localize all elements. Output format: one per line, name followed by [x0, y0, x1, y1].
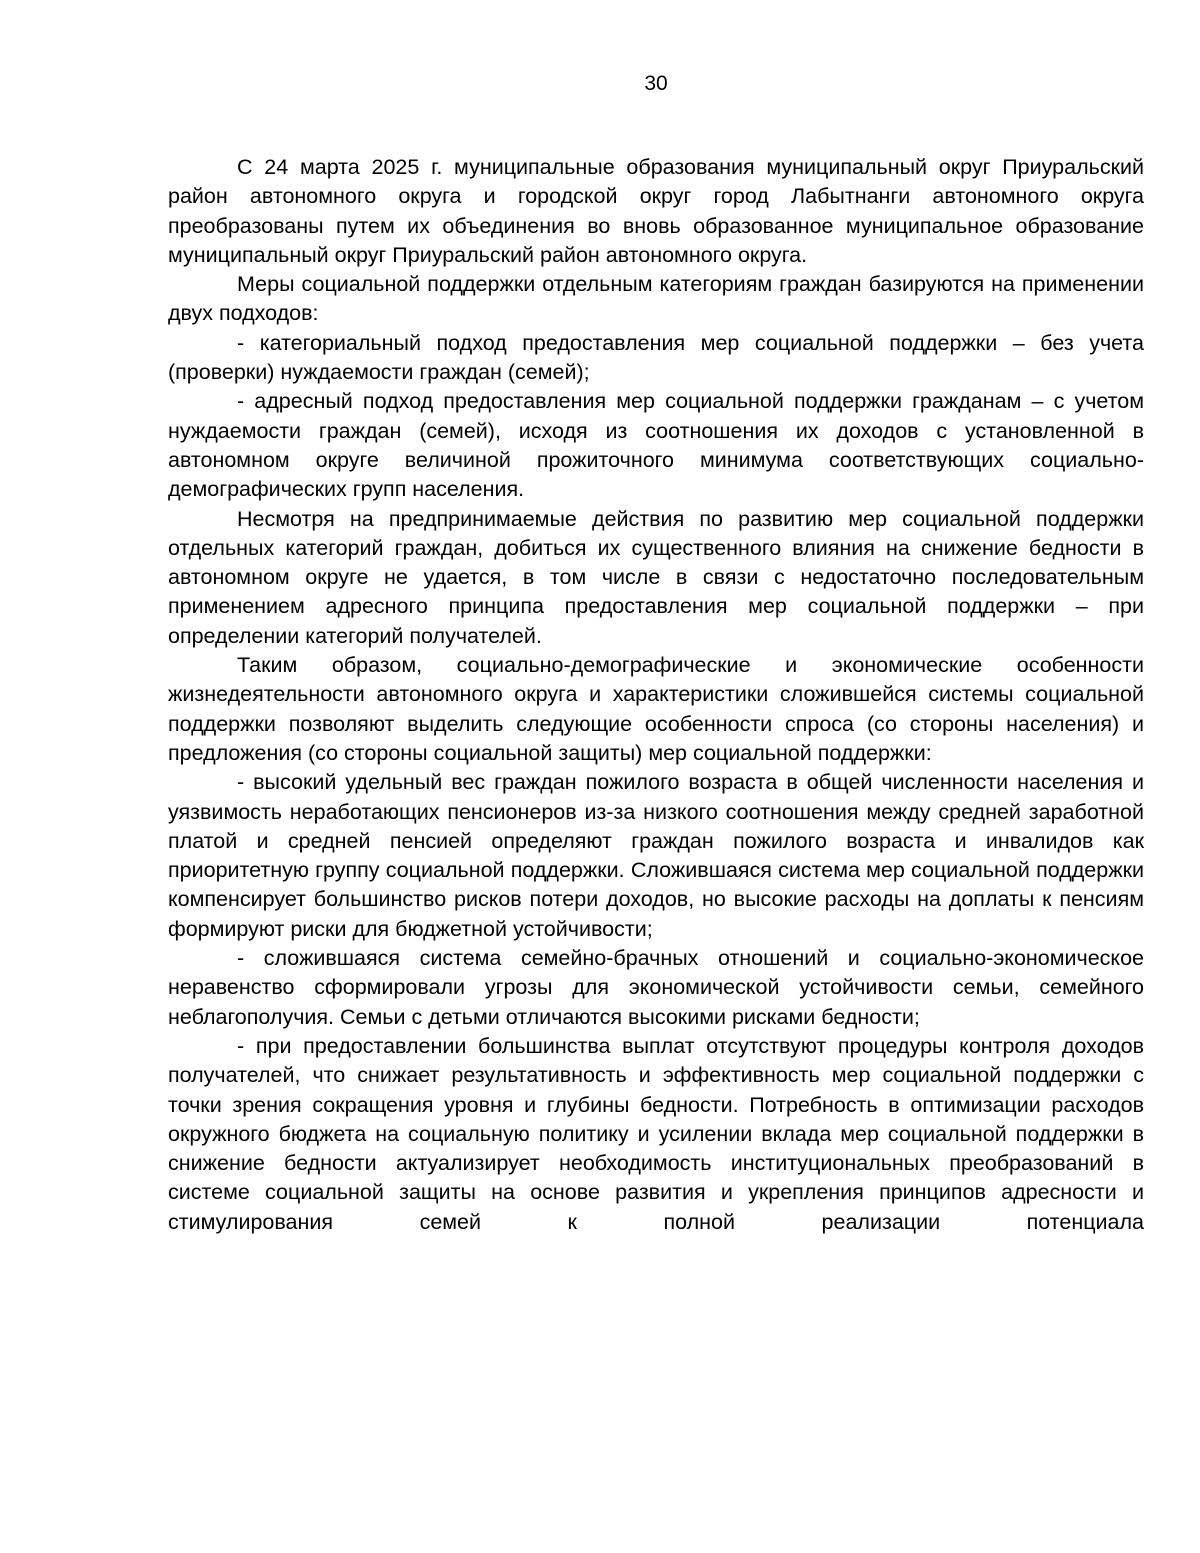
list-item-targeted-approach: - адресный подход предоставления мер социальной поддержки гражданам – с учетом нуждаемости граждан (семей), исходя из соотношения их доходов с установленной в автономном округе величиной прожиточного минимума соответствующих социально-демографических групп населения. — [168, 389, 1144, 502]
list-item-categorial-approach: - категориальный подход предоставления мер социальной поддержки – без учета (проверки) нуждаемости граждан (семей); — [168, 330, 1144, 385]
list-item-income-control: - при предоставлении большинства выплат отсутствуют процедуры контроля доходов получателей, что снижает результативность и эффективность мер социальной поддержки с точки зрения сокращения уровня и глубины бедности. Потребность в оптимизации расходов окружного бюджета на социальную политику и усилении вклада мер социальной поддержки в снижение бедности актуализирует необходимость институциональных преобразований в системе социальной защиты на основе развития и укрепления принципов адресности и стимулирования семей к полной реализации потенциала — [168, 1033, 1144, 1234]
paragraph-poverty-reduction: Несмотря на предпринимаемые действия по развитию мер социальной поддержки отдельных категорий граждан, добиться их существенного влияния на снижение бедности в автономном округе не удается, в том числе в связи с недостаточно последовательным применением адресного принципа предоставления мер социальной поддержки – при определении категорий получателей. — [168, 506, 1144, 648]
paragraph-approaches-intro: Меры социальной поддержки отдельным категориям граждан базируются на применении двух подходов: — [168, 272, 1144, 326]
list-item-family: - сложившаяся система семейно-брачных отношений и социально-экономическое неравенство сформировали угрозы для экономической устойчивости семьи, семейного неблагополучия. Семьи с детьми отличаются высокими рисками бедности; — [168, 946, 1144, 1029]
page-number: 30 — [644, 72, 668, 95]
paragraph-features-intro: Таким образом, социально-демографические и экономические особенности жизнедеятельности автономного округа и характеристики сложившейся системы социальной поддержки позволяют выделить следующие особенности спроса (со стороны населения) и предложения (со стороны социальной защиты) мер социальной поддержки: — [168, 653, 1144, 765]
document-body — [168, 153, 1144, 1237]
paragraph-merger: С 24 марта 2025 г. муниципальные образования муниципальный округ Приуральский район автономного округа и городской округ город Лабытнанги автономного округа преобразованы путем их объединения во вновь образованное муниципальное образование муниципальный округ Приуральский район автономного округа. — [168, 155, 1144, 267]
list-item-elderly: - высокий удельный вес граждан пожилого возраста в общей численности населения и уязвимость неработающих пенсионеров из-за низкого соотношения между средней заработной платой и средней пенсией определяют граждан пожилого возраста и инвалидов как приоритетную группу социальной поддержки. Сложившаяся система мер социальной поддержки компенсирует большинство рисков потери доходов, но высокие расходы на доплаты к пенсиям формируют риски для бюджетной устойчивости; — [168, 770, 1144, 941]
